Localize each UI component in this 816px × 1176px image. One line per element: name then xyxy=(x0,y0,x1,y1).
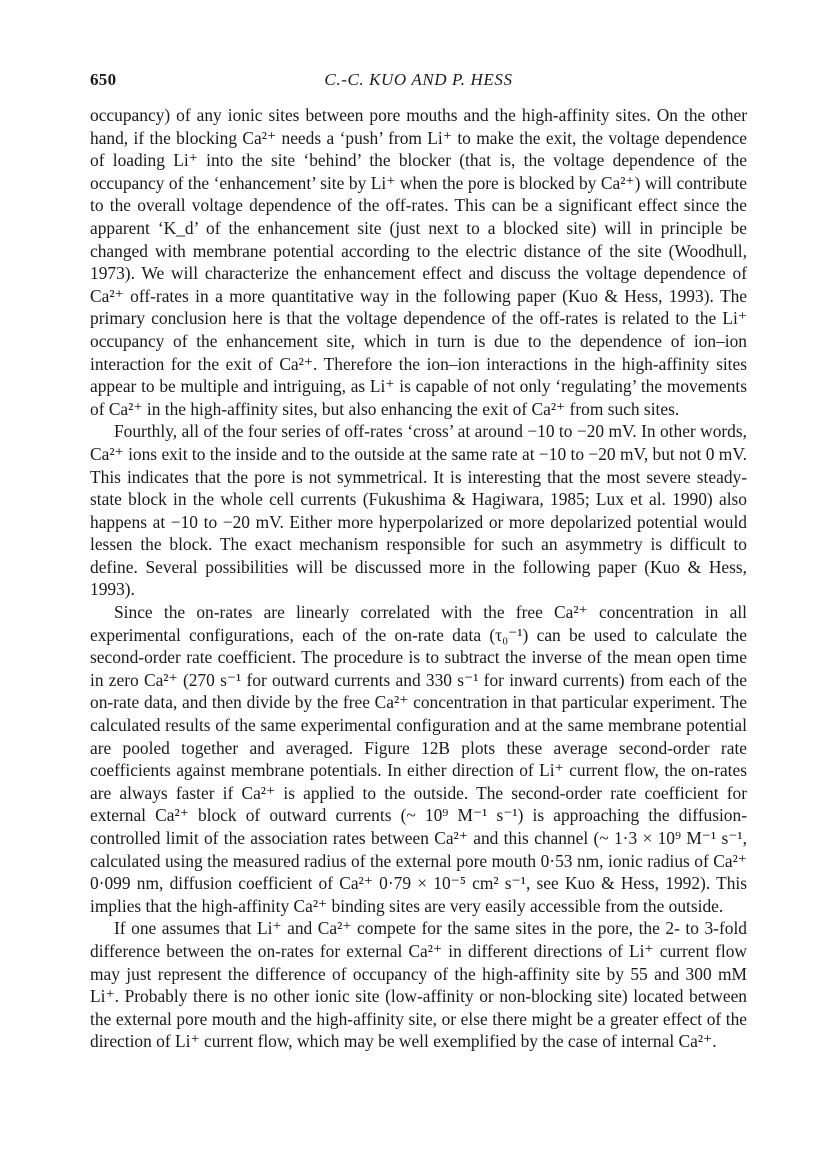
paragraph-competition: If one assumes that Li⁺ and Ca²⁺ compete for the same sites in the pore, the 2- to 3-fold difference between the on-rates for external Ca²⁺ in different directions of Li⁺ current flow may just represent the difference of occupancy of the high-affinity site by 55 and 300 mM Li⁺. Probably there is no other ionic site (low-affinity or non-blocking site) located between the external pore mouth and the high-affinity site, or else there might be a greater effect of the direction of Li⁺ current flow, which may be well exemplified by the case of internal Ca²⁺. xyxy=(90,918,747,1052)
body-text xyxy=(90,104,747,1053)
page-number: 650 xyxy=(90,70,117,89)
paragraph-fourthly: Fourthly, all of the four series of off-rates ‘cross’ at around −10 to −20 mV. In other words, Ca²⁺ ions exit to the inside and to the outside at the same rate at −10 to −20 mV, but not 0 mV. This indicates that the pore is not symmetrical. It is interesting that the most severe steady-state block in the whole cell currents (Fukushima & Hagiwara, 1985; Lux et al. 1990) also happens at −10 to −20 mV. Either more hyperpolarized or more depolarized potential would lessen the block. The exact mechanism responsible for such an asymmetry is difficult to define. Several possibilities will be discussed more in the following paper (Kuo & Hess, 1993). xyxy=(90,421,747,600)
paragraph-on-rates: Since the on-rates are linearly correlated with the free Ca²⁺ concentration in all experimental configurations, each of the on-rate data (τ₀⁻¹) can be used to calculate the second-order rate coefficient. The procedure is to subtract the inverse of the mean open time in zero Ca²⁺ (270 s⁻¹ for outward currents and 330 s⁻¹ for inward currents) from each of the on-rate data, and then divide by the free Ca²⁺ concentration in that particular experiment. The calculated results of the same experimental configuration and at the same membrane potential are pooled together and averaged. Figure 12B plots these average second-order rate coefficients against membrane potentials. In either direction of Li⁺ current flow, the on-rates are always faster if Ca²⁺ is applied to the outside. The second-order rate coefficient for external Ca²⁺ block of outward currents (~ 10⁹ M⁻¹ s⁻¹) is approaching the diffusion-controlled limit of the association rates between Ca²⁺ and this channel (~ 1·3 × 10⁹ M⁻¹ s⁻¹, calculated using the measured radius of the external pore mouth 0·53 nm, ionic radius of Ca²⁺ 0·099 nm, diffusion coefficient of Ca²⁺ 0·79 × 10⁻⁵ cm² s⁻¹, see Kuo & Hess, 1992). This implies that the high-affinity Ca²⁺ binding sites are very easily accessible from the outside. xyxy=(90,602,747,916)
running-head-authors: C.-C. KUO AND P. HESS xyxy=(324,70,513,89)
paragraph-continuation: occupancy) of any ionic sites between pore mouths and the high-affinity sites. On the other hand, if the blocking Ca²⁺ needs a ‘push’ from Li⁺ to make the exit, the voltage dependence of loading Li⁺ into the site ‘behind’ the blocker (that is, the voltage dependence of the occupancy of the ‘enhancement’ site by Li⁺ when the pore is blocked by Ca²⁺) will contribute to the overall voltage dependence of the off-rates. This can be a significant effect since the apparent ‘K_d’ of the enhancement site (just next to a blocked site) will in principle be changed with membrane potential according to the electric distance of the site (Woodhull, 1973). We will characterize the enhancement effect and discuss the voltage dependence of Ca²⁺ off-rates in a more quantitative way in the following paper (Kuo & Hess, 1993). The primary conclusion here is that the voltage dependence of the off-rates is related to the Li⁺ occupancy of the enhancement site, which in turn is due to the dependence of ion–ion interaction for the exit of Ca²⁺. Therefore the ion–ion interactions in the high-affinity sites appear to be multiple and intriguing, as Li⁺ is capable of not only ‘regulating’ the movements of Ca²⁺ in the high-affinity sites, but also enhancing the exit of Ca²⁺ from such sites. xyxy=(90,105,747,419)
page-header xyxy=(90,70,747,94)
